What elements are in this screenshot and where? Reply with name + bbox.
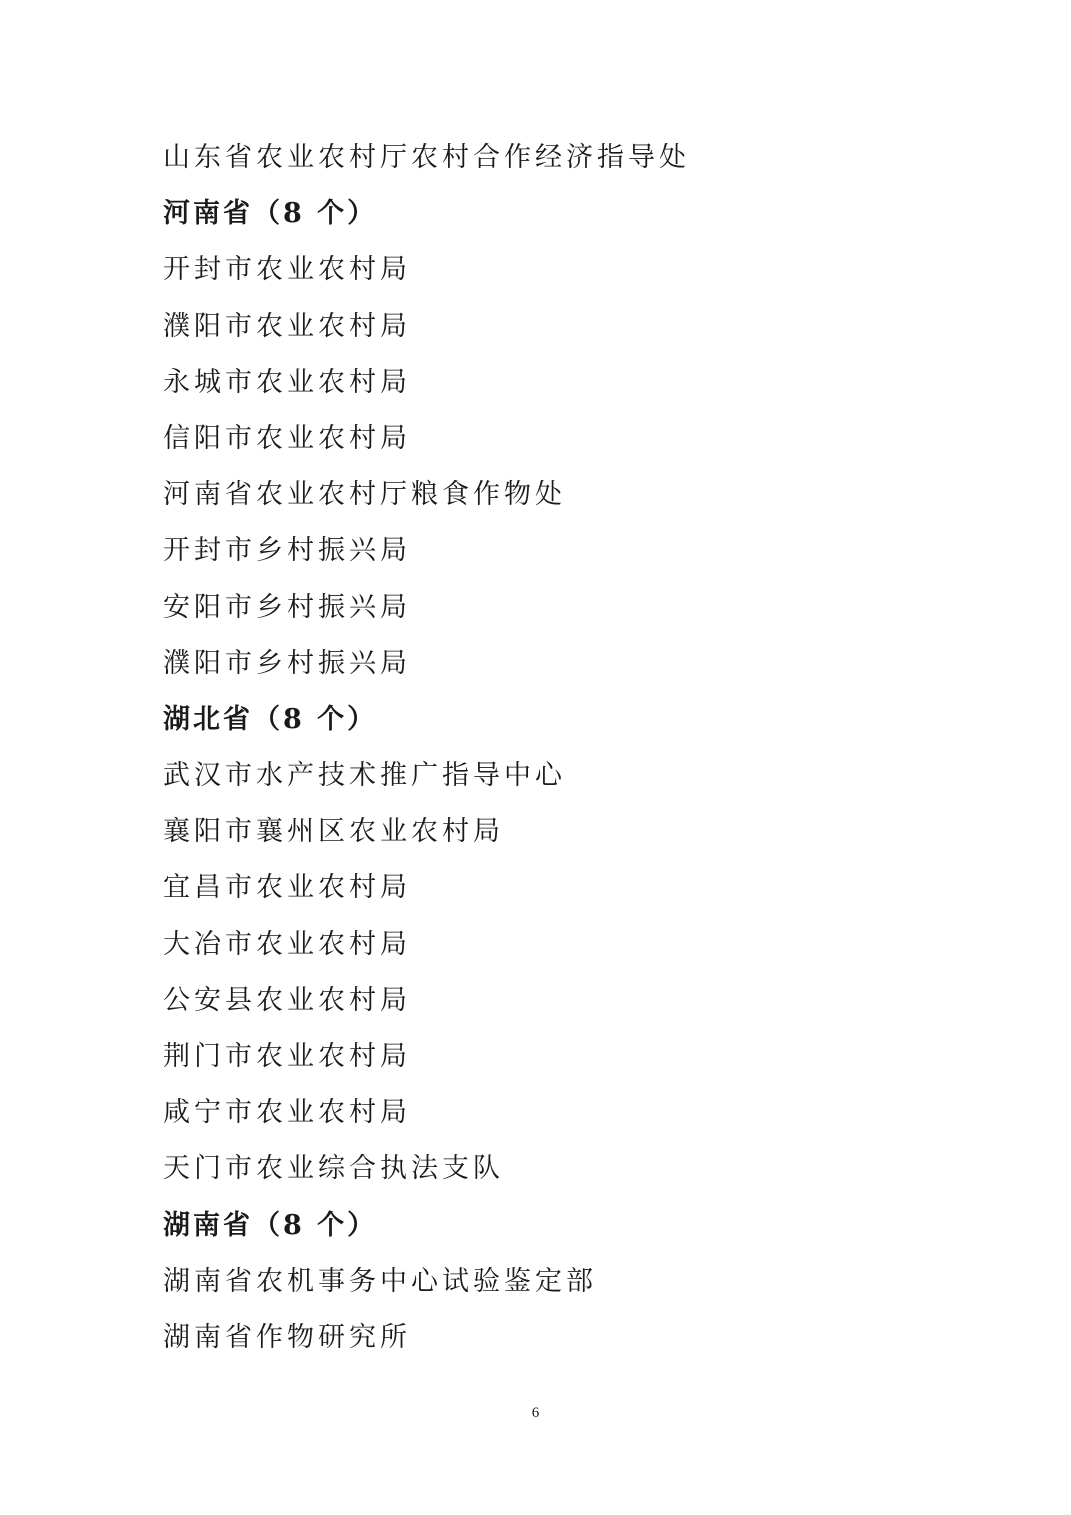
organization-name: 大冶市农业农村局 bbox=[163, 928, 411, 960]
organization-name: 山东省农业农村厅农村合作经济指导处 bbox=[163, 142, 690, 173]
province-heading: 湖北省（8 个） bbox=[163, 703, 378, 735]
organization-name: 永城市农业农村局 bbox=[163, 366, 411, 398]
organization-name: 荆门市农业农村局 bbox=[163, 1041, 411, 1072]
organization-name: 天门市农业综合执法支队 bbox=[163, 1153, 504, 1185]
organization-name: 濮阳市乡村振兴局 bbox=[163, 647, 411, 679]
organization-name: 武汉市水产技术推广指导中心 bbox=[163, 760, 566, 792]
organization-name: 开封市农业农村局 bbox=[163, 254, 411, 286]
organization-name: 信阳市农业农村局 bbox=[163, 422, 411, 454]
organization-name: 公安县农业农村局 bbox=[163, 984, 411, 1016]
province-heading: 河南省（8 个） bbox=[163, 198, 378, 230]
organization-name: 湖南省农机事务中心试验鉴定部 bbox=[163, 1265, 597, 1297]
organization-name: 襄阳市襄州区农业农村局 bbox=[163, 816, 504, 848]
organization-name: 安阳市乡村振兴局 bbox=[163, 591, 411, 623]
organization-name: 咸宁市农业农村局 bbox=[163, 1097, 411, 1129]
organization-name: 湖南省作物研究所 bbox=[163, 1321, 411, 1353]
organization-name: 濮阳市农业农村局 bbox=[163, 310, 411, 342]
document-body bbox=[163, 130, 983, 1366]
page-number: 6 bbox=[531, 1405, 540, 1421]
organization-name: 宜昌市农业农村局 bbox=[163, 872, 411, 904]
organization-name: 开封市乡村振兴局 bbox=[163, 535, 411, 567]
organization-name: 河南省农业农村厅粮食作物处 bbox=[163, 479, 566, 511]
province-heading: 湖南省（8 个） bbox=[163, 1209, 378, 1241]
